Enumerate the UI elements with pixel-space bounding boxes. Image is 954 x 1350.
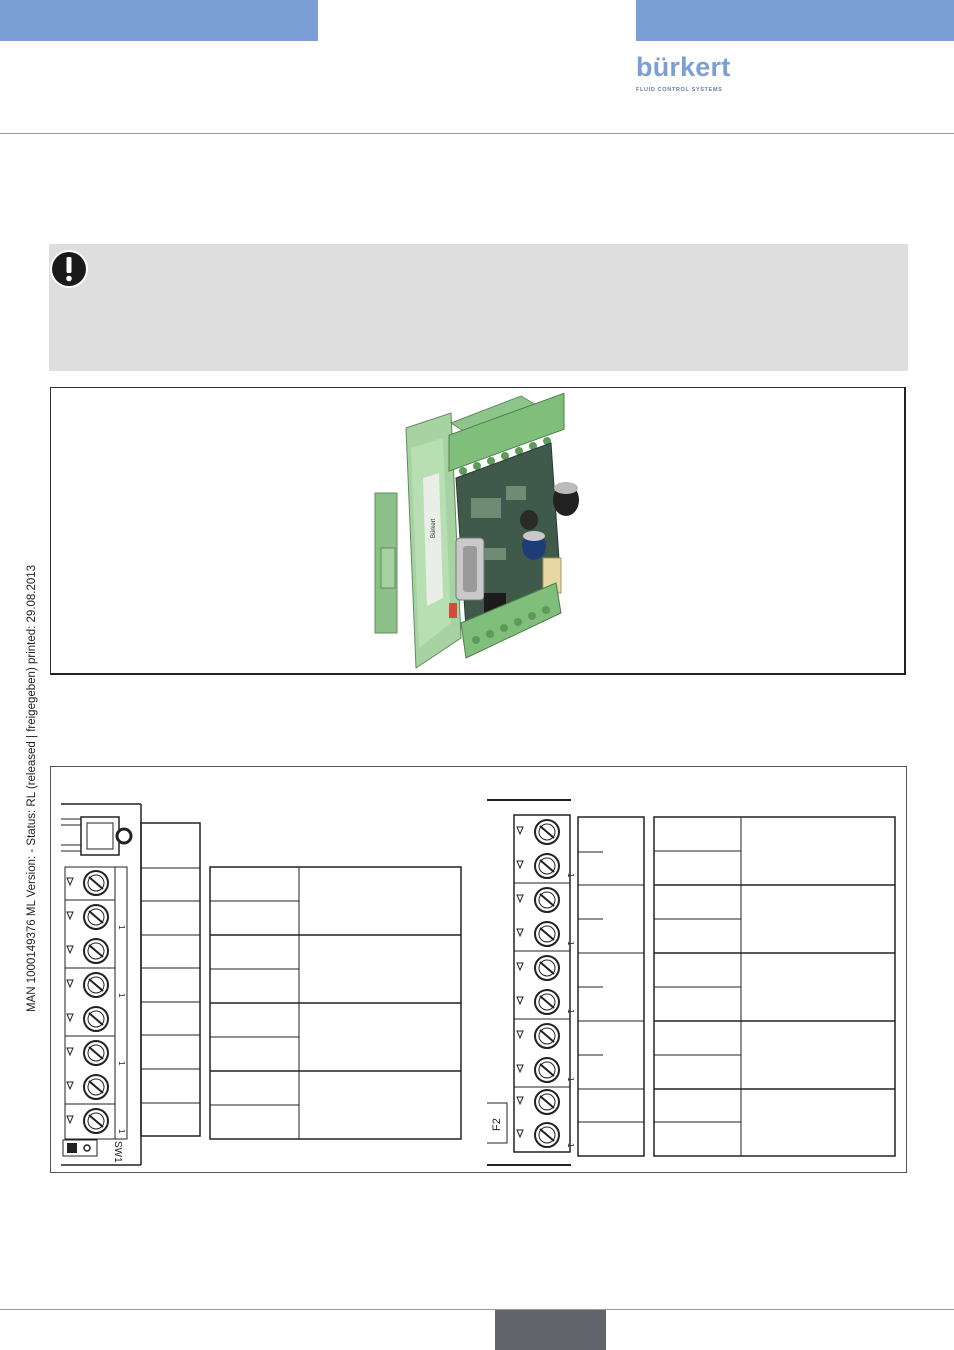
left-label-column xyxy=(141,823,200,1136)
left-assignment-table xyxy=(210,867,461,1139)
terminal-diagram-frame xyxy=(50,766,907,1173)
left-terminal-block xyxy=(61,804,141,1165)
header-divider xyxy=(0,133,954,134)
header-bar-right xyxy=(636,0,954,41)
pin-one-mark: 1 xyxy=(117,993,126,998)
pin-one-mark: 1 xyxy=(117,1061,126,1066)
logo-tagline: FLUID CONTROL SYSTEMS xyxy=(636,87,723,93)
fuse-label: F2 xyxy=(491,1118,503,1131)
page-number-tab xyxy=(495,1310,606,1350)
pin-one-mark: 1 xyxy=(117,925,126,930)
exclamation-icon xyxy=(49,249,89,289)
pin-one-mark: 1 xyxy=(566,1077,575,1082)
switch-label: SW1 xyxy=(112,1141,123,1163)
note-box xyxy=(49,244,908,371)
footer-divider xyxy=(0,1309,954,1310)
right-label-column xyxy=(578,817,644,1156)
pin-one-mark: 1 xyxy=(566,1009,575,1014)
logo-wordmark: bürkert xyxy=(636,52,731,82)
right-terminal-block xyxy=(487,800,575,1165)
terminal-diagram xyxy=(51,767,908,1174)
pin-one-mark: 1 xyxy=(566,873,575,878)
product-photo xyxy=(51,388,907,676)
burkert-logo xyxy=(636,52,746,96)
pin-one-mark: 1 xyxy=(117,1129,126,1134)
pin-one-mark: 1 xyxy=(566,941,575,946)
product-photo-frame xyxy=(50,387,906,675)
photo-brand-label: Bürkert xyxy=(431,518,437,538)
right-assignment-table xyxy=(654,817,895,1156)
document-status-note: MAN 1000149376 ML Version: - Status: RL (released | freigegeben) printed: 29.08.2013 xyxy=(26,564,38,1012)
header-bar-left xyxy=(0,0,318,41)
pin-one-mark: 1 xyxy=(566,1143,575,1148)
